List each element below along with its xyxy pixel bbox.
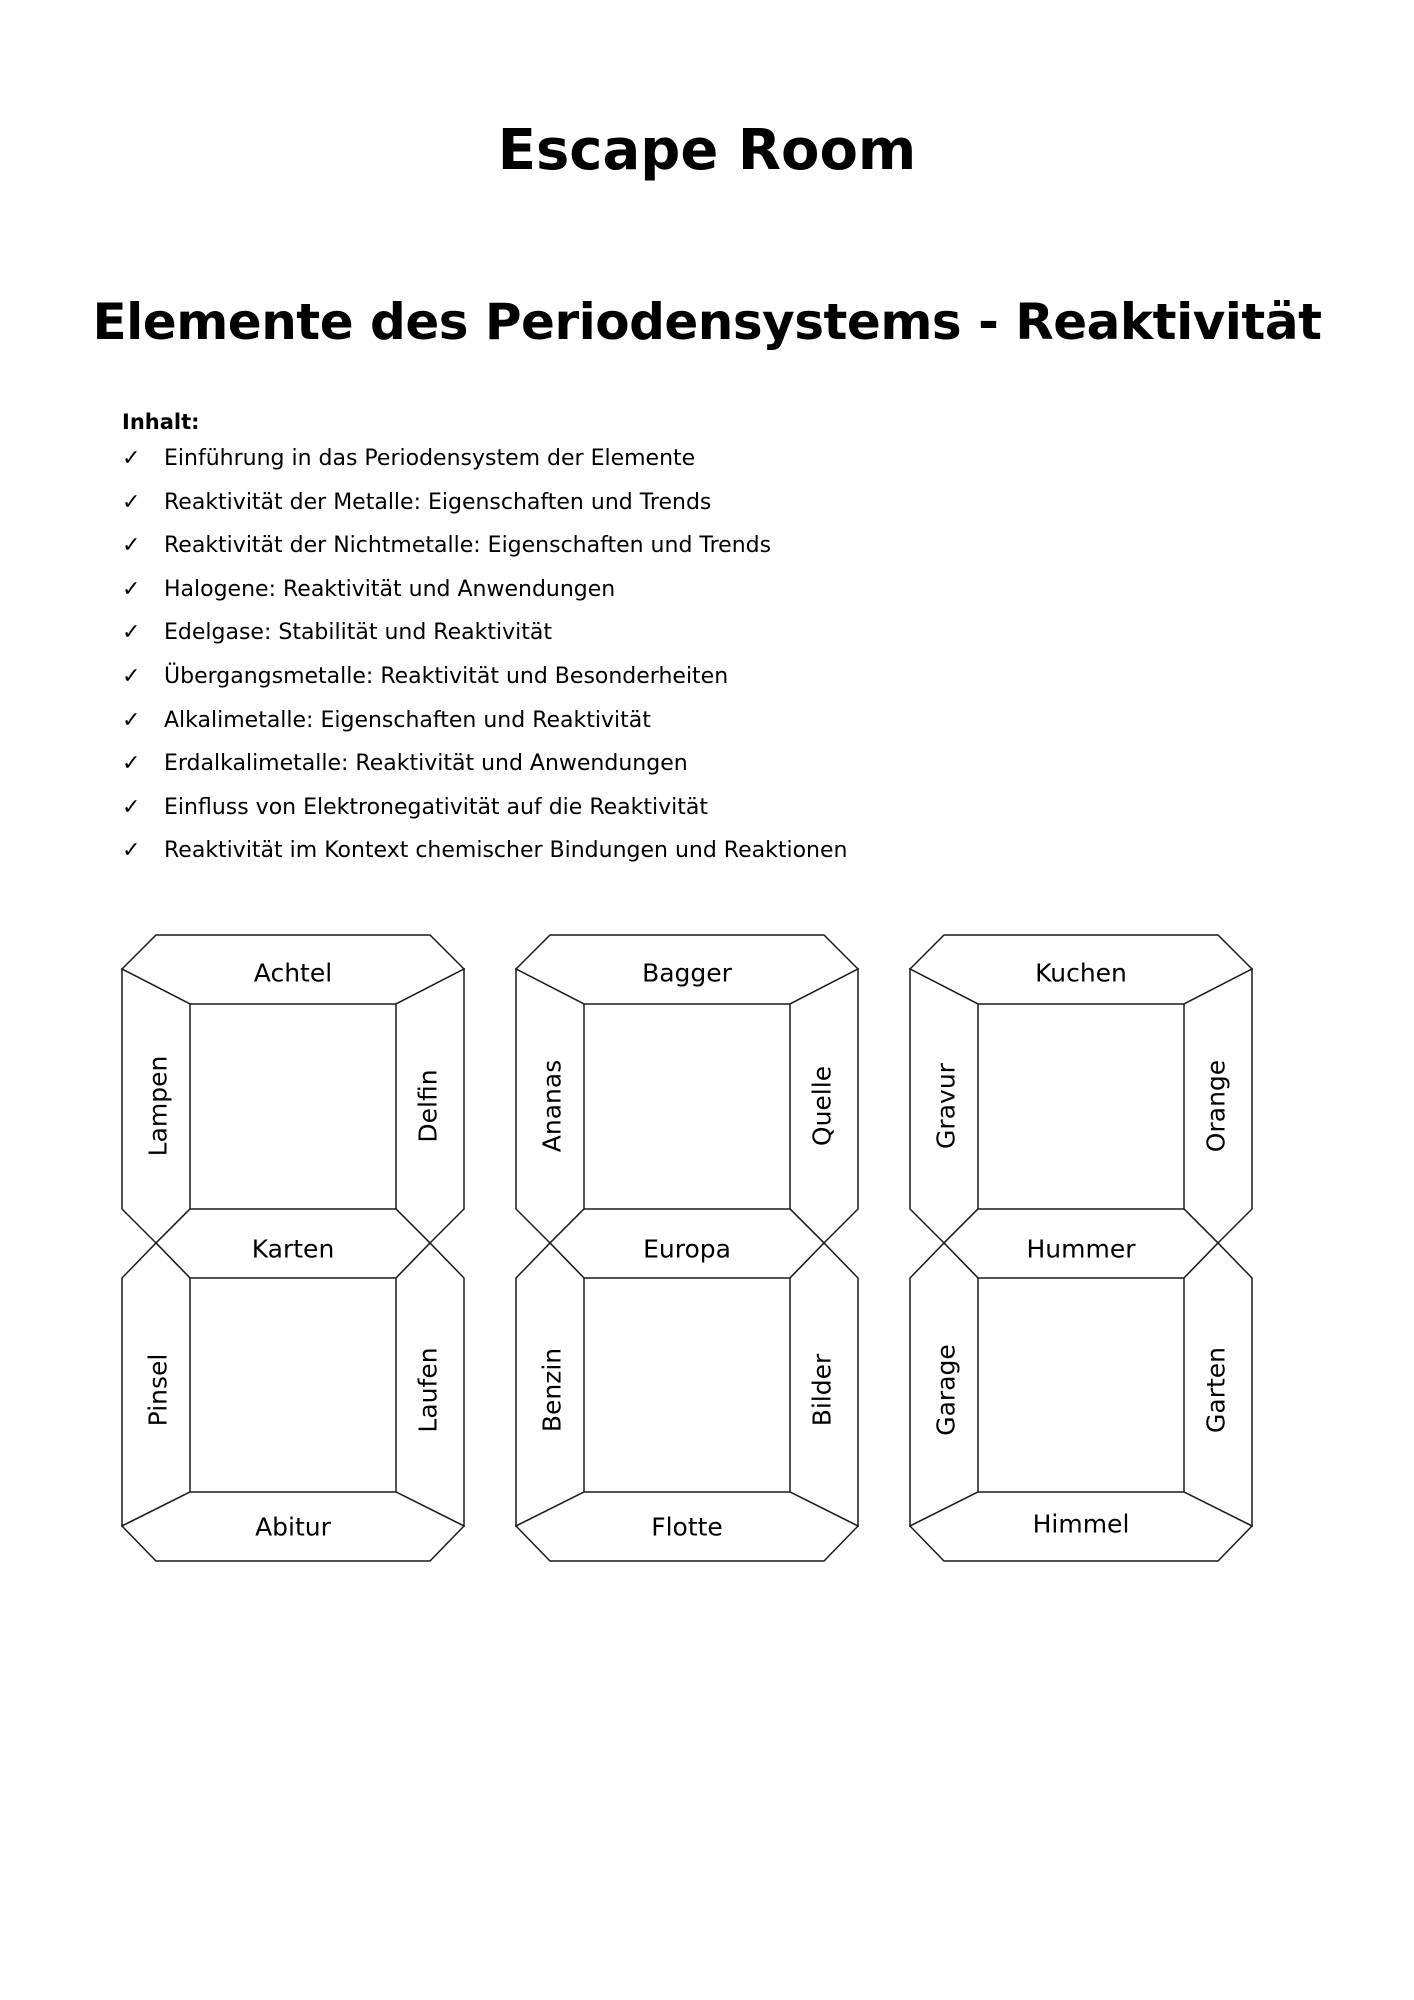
segment-word-bottom-right: Garten: [1201, 1347, 1231, 1433]
check-icon: ✓: [122, 446, 141, 471]
topic-text: Erdalkalimetalle: Reaktivität und Anwendungen: [164, 751, 688, 777]
list-item: [122, 662, 847, 706]
seven-segment-digit-2: [516, 935, 858, 1561]
segment-word-middle: Europa: [643, 1234, 731, 1264]
segment-word-bottom-right: Laufen: [413, 1347, 443, 1433]
check-icon: ✓: [122, 707, 141, 733]
segment-word-bottom-right: Bilder: [807, 1353, 837, 1427]
list-item: [122, 618, 847, 662]
page-subtitle: Elemente des Periodensystems - Reaktivität: [92, 293, 1322, 351]
segment-word-top: Kuchen: [1035, 958, 1127, 988]
list-item: [122, 444, 847, 488]
segment-word-top: Achtel: [253, 958, 333, 988]
topic-list: [122, 444, 847, 880]
content-heading: Inhalt:: [122, 410, 200, 434]
check-icon: ✓: [122, 751, 141, 777]
segment-word-top-right: Quelle: [807, 1065, 837, 1147]
segment-word-top-right: Delfin: [413, 1069, 443, 1143]
check-icon: ✓: [122, 620, 141, 646]
topic-text: Halogene: Reaktivität und Anwendungen: [164, 576, 616, 602]
list-item: [122, 706, 847, 750]
segment-word-bottom-left: Benzin: [537, 1347, 567, 1433]
topic-text: Übergangsmetalle: Reaktivität und Besonderheiten: [164, 663, 729, 689]
topic-text: Einführung in das Periodensystem der Elemente: [164, 446, 696, 471]
check-icon: ✓: [122, 838, 141, 864]
segment-word-top-left: Ananas: [537, 1059, 567, 1153]
segment-word-bottom: Himmel: [1032, 1509, 1130, 1539]
segment-word-middle: Karten: [251, 1234, 335, 1264]
list-item: [122, 575, 847, 619]
check-icon: ✓: [122, 489, 141, 515]
segment-word-bottom: Abitur: [255, 1512, 331, 1542]
segment-word-top: Bagger: [642, 958, 732, 988]
segment-word-top-left: Gravur: [931, 1063, 961, 1149]
topic-text: Alkalimetalle: Eigenschaften und Reaktivität: [164, 707, 651, 733]
topic-text: Reaktivität im Kontext chemischer Bindungen und Reaktionen: [164, 838, 848, 864]
segment-word-bottom: Flotte: [651, 1512, 723, 1542]
check-icon: ✓: [122, 533, 141, 559]
seven-segment-digit-3: [910, 935, 1252, 1561]
segment-word-bottom-left: Pinsel: [143, 1353, 173, 1427]
segment-word-top-left: Lampen: [143, 1055, 173, 1157]
segment-word-bottom-left: Garage: [931, 1344, 961, 1436]
list-item: [122, 531, 847, 575]
seven-segment-digit-1: [122, 935, 464, 1561]
topic-text: Reaktivität der Metalle: Eigenschaften und Trends: [164, 489, 712, 515]
page-title: Escape Room: [497, 118, 917, 183]
topic-text: Reaktivität der Nichtmetalle: Eigenschaften und Trends: [164, 533, 772, 559]
topic-text: Einfluss von Elektronegativität auf die Reaktivität: [164, 794, 708, 820]
list-item: [122, 793, 847, 837]
check-icon: ✓: [122, 794, 141, 820]
list-item: [122, 488, 847, 532]
segment-word-top-right: Orange: [1201, 1059, 1231, 1153]
check-icon: ✓: [122, 663, 141, 689]
segment-word-middle: Hummer: [1026, 1234, 1136, 1264]
list-item: [122, 836, 847, 880]
check-icon: ✓: [122, 576, 141, 602]
list-item: [122, 749, 847, 793]
topic-text: Edelgase: Stabilität und Reaktivität: [164, 620, 552, 646]
